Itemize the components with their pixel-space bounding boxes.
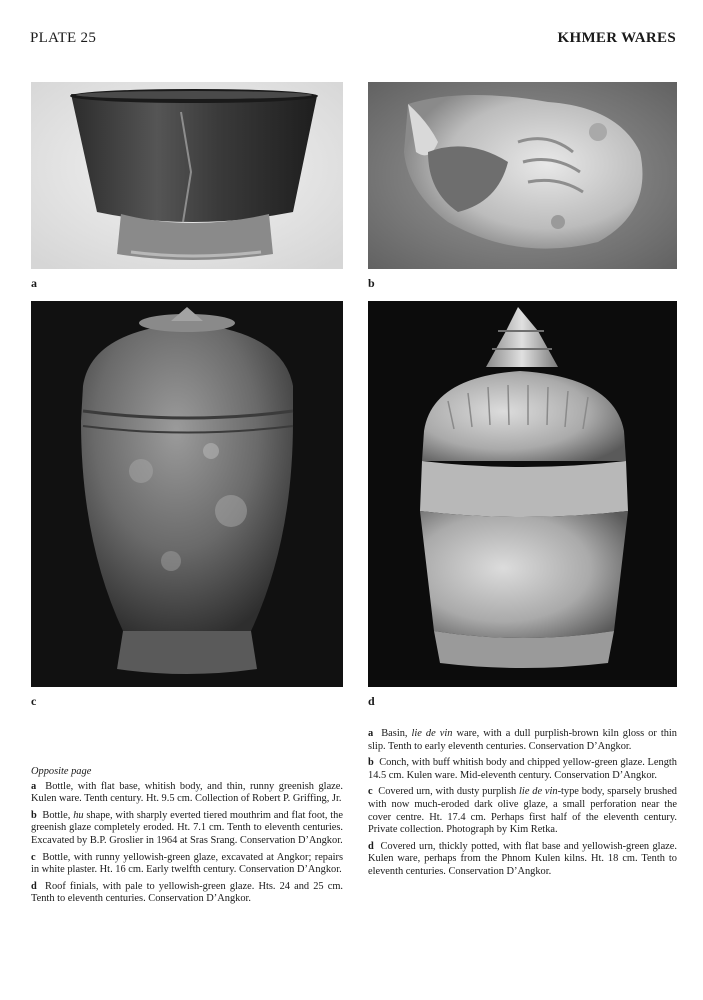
photo-c-label: c [31, 694, 37, 708]
opposite-page-heading: Opposite page [31, 766, 92, 777]
caption-item: d Roof finials, with pale to yellowish-green glaze. Hts. 24 and 25 cm. Tenth to eleventh centuries. Conservation D’Angkor. [31, 880, 343, 905]
photo-b-conch [368, 82, 677, 269]
caption-item: c Covered urn, with dusty purplish lie de vin-type body, sparsely brushed with now much-eroded dark olive glaze, a small perforation near the cover centre. Ht. 17.4 cm. Perhaps first half of the eleventh century. Private collection. Photograph by Kim Retka. [368, 786, 678, 836]
caption-item: b Conch, with buff whitish body and chipped yellow-green glaze. Length 14.5 cm. Kulen ware. Mid-eleventh century. Conservation D’Angkor. [368, 757, 677, 781]
photo-c-covered-urn [31, 301, 343, 687]
captions-opposite-page [31, 766, 343, 910]
photo-a-basin [31, 82, 343, 269]
caption-item: a Basin, lie de vin ware, with a dull purplish-brown kiln gloss or thin slip. Tenth to early eleventh centuries. Conservation D’Angkor. [368, 728, 677, 752]
caption-item: b Bottle, hu shape, with sharply everted tiered mouthrim and flat foot, the greenish glaze completely eroded. Ht. 7.1 cm. Tenth to eleventh centuries. Excavated by B.P. Groslier in 1964 at Sras Srang. Conservation D’Angkor. [31, 809, 343, 846]
caption-item: a Bottle, with flat base, whitish body, and thin, runny greenish glaze. Kulen ware. Tenth century. Ht. 9.5 cm. Collection of Robert P. Griffing, Jr. [31, 780, 344, 805]
section-title: KHMER WARES [557, 30, 676, 46]
photo-a-label: a [31, 276, 37, 290]
captions-this-page [368, 728, 677, 883]
photo-d-covered-urn [368, 301, 677, 687]
caption-item: c Bottle, with runny yellowish-green glaze, excavated at Angkor; repairs in white plaster. Ht. 16 cm. Early twelfth century. Conservation D’Angkor. [31, 851, 343, 876]
photo-b-label: b [368, 276, 375, 290]
plate-number: PLATE 25 [30, 30, 97, 46]
caption-item: d Covered urn, thickly potted, with flat base and yellowish-green glaze. Kulen ware, perhaps from the Phnom Kulen kilns. Ht. 18 cm. Tenth to eleventh centuries. Conservation D’Angkor. [368, 840, 677, 877]
photo-d-label: d [368, 694, 375, 708]
